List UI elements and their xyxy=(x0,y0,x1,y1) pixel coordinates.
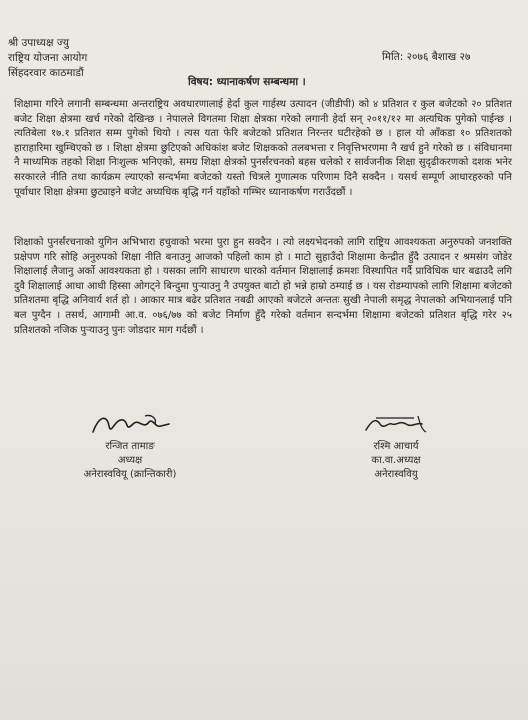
left-signatory-org: अनेरास्ववियू (क्रान्तिकारी) xyxy=(83,469,177,480)
recipient-line-1: श्री उपाध्यक्ष ज्यु xyxy=(8,37,69,49)
left-signatory-name: रन्जित तामाङ xyxy=(105,441,155,452)
recipient-address xyxy=(8,36,87,81)
left-signatory-title: अध्यक्ष xyxy=(117,455,143,466)
handwritten-signature-left xyxy=(85,410,175,440)
signature-block-right xyxy=(336,410,456,482)
right-signatory-title: का.वा.अध्यक्ष xyxy=(371,455,421,466)
body-paragraph-2: शिक्षाको पुनर्संरचनाको युगिन अभिभारा हचुवाको भरमा पुरा हुन सक्दैन । त्यो लक्ष्यभेदनको लागि राष्ट्रिय आवश्यकता अनुरुपको जनशक्ति प्रक्षेपण गरि सोहि अनुरुपको शिक्षा नीति बनाउनु आजको पहिलो काम हो । माटो सुहाउँदो शिक्षामा केन्द्रीत हुँदै उत्पादन र श्रमसंग जोडेर शिक्षालाई लैजानु अर्को आवश्यकता हो । यसका लागि साधारण धारको वर्तमान शिक्षालाई क्रमशः विस्थापित गर्दै प्राविधिक धार बढाउदै लगि दुवै शिक्षालाई आधा आधी हिस्सा ओगट्ने बिन्दुमा पुऱ्याउनु नै उपयुक्त बाटो हो भन्ने हाम्रो ठम्याई छ । यस रोडम्यापको लागि शिक्षामा बजेटको प्रतिशतमा बृद्धि अनिवार्य शर्त हो । आकार मात्र बढेर प्रतिशत नबढी आएको बजेटले अन्ततः सुखी नेपाली समृद्ध नेपालको अभियानलाई पनि बल पुग्दैन । तसर्थ, आगामी आ.व. ०७६/७७ को बजेट निर्माण हुँदै गरेको वर्तमान सन्दर्भमा शिक्षामा बजेटको प्रतिशत बृद्धि गरेर २५ प्रतिशतको नजिक पुऱ्याउनु पुनः जोडदार माग गर्दछौं । xyxy=(14,237,512,336)
letter-date: मिति: २०७६ बैशाख २७ xyxy=(382,51,471,63)
recipient-line-3: सिंहदरवार काठमाडौं xyxy=(8,67,84,79)
letter-subject: विषय: ध्यानाकर्षण सम्बन्धमा । xyxy=(188,76,306,88)
body-paragraph-1: शिक्षामा गरिने लगानी सम्बन्धमा अन्तराष्ट्रिय अवधारणालाई हेर्दा कुल गार्हस्थ उत्पादन (जीडीपी) को ४ प्रतिशत र कुल बजेटको २० प्रतिशत बजेट शिक्षा क्षेत्रमा खर्च गरेको देखिन्छ । नेपालले विगतमा शिक्षा क्षेत्रका गरेको लगानी हेर्दा सन् २०११/१२ मा अत्यधिक पुगेको पाईन्छ । त्यतिबेला १७.१ प्रतिशत सम्म पुगेको थियो । त्यस यता फेरि बजेटको प्रतिशत निरन्तर घटीरहेको छ । हाल यो आँकडा १० प्रतिशतको हाराहारिमा खुम्चिएको छ । शिक्षा क्षेत्रमा छुटिएको अधिकांश बजेट शिक्षकको तलबभत्ता र निवृत्तिभरणमा नै खर्च हुने गरेको छ । संविधानमा नै माध्यमिक तहको शिक्षा निःशुल्क भनिएको, समग्र शिक्षा क्षेत्रको पुनर्संरचनको बहस चलेको र सार्वजनीक शिक्षा सुदृढीकरणको दशक भनेर सरकारले नीति तथा कार्यक्रम ल्याएको सन्दर्भमा बजेटको यस्तो चित्रले गुणात्मक परिणाम दिनै सक्दैन । यसर्थ सम्पूर्ण आधारहरुको पनि पूर्वाधार शिक्षा क्षेत्रमा छुट्याइने बजेट अध्यधिक बृद्धि गर्न यहाँको गम्भिर ध्यानाकर्षण गराउँदछौं । xyxy=(14,99,512,198)
right-signatory-name: रश्मि आचार्य xyxy=(373,441,419,452)
handwritten-signature-right xyxy=(356,410,436,440)
signature-block-left xyxy=(70,410,190,482)
right-signatory-org: अनेरास्ववियु xyxy=(374,469,418,480)
recipient-line-2: राष्ट्रिय योजना आयोग xyxy=(8,52,88,64)
